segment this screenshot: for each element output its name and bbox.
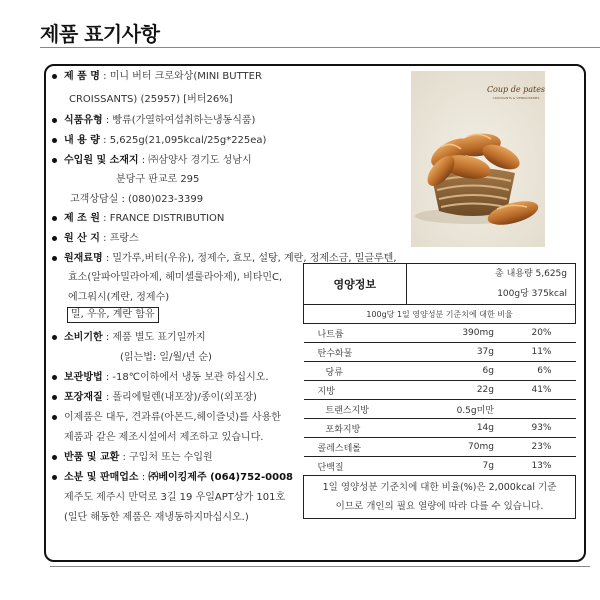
packaging-value: 폴리에틸렌(내포장)/종이(외포장) — [112, 392, 257, 403]
title-divider — [40, 47, 600, 48]
nutrition-row — [304, 419, 576, 438]
bullet-icon — [52, 74, 57, 79]
packaging-label: 포장재질 — [64, 392, 103, 403]
maker-value: FRANCE DISTRIBUTION — [109, 213, 225, 224]
ingredients-label: 원재료명 — [64, 253, 103, 264]
customer-service: 고객상담실 : (080)023-3399 — [70, 194, 204, 205]
footnote-line-2: 이므로 개인의 필요 열량에 따라 다를 수 있습니다. — [335, 501, 544, 512]
storage-value: -18℃이하에서 냉동 보관 하십시오. — [112, 372, 269, 383]
seller-value: ㈜베이킹제주 (064)752-0008 — [148, 472, 293, 483]
volume-value: 5,625g(21,095kcal/25g*225ea) — [109, 135, 267, 146]
nutrient-name: 탄수화물 — [304, 343, 407, 362]
bullet-icon — [52, 375, 57, 380]
facility-line-2: 제품과 같은 제조시설에서 제조하고 있습니다. — [64, 432, 264, 443]
nutrient-name: 단백질 — [304, 457, 407, 476]
nutrient-percent: 11% — [496, 343, 576, 362]
nutrient-amount: 7g — [406, 457, 496, 476]
nutrient-name: 지방 — [304, 381, 407, 400]
importer-value: ㈜삼양사 경기도 성남시 — [148, 155, 252, 166]
nutrition-row — [304, 457, 576, 476]
bullet-icon — [52, 118, 57, 123]
volume-label: 내 용 량 — [64, 135, 100, 146]
food-type-value: 빵류(가열하여섭취하는냉동식품) — [112, 115, 256, 126]
maker-label: 제 조 원 — [64, 213, 100, 224]
allergen-box: 밀, 우유, 계란 함유 — [67, 307, 159, 323]
nutrition-row — [304, 381, 576, 400]
product-name-value: 미니 버터 크로와상(MINI BUTTER — [109, 71, 262, 82]
footnote-line-1: 1일 영양성분 기준치에 대한 비율(%)은 2,000kcal 기준 — [322, 482, 557, 493]
bottom-divider — [50, 566, 590, 567]
storage-label: 보관방법 — [64, 372, 103, 383]
ingredients-value: 밀가루,버터(우유), 정제수, 효모, 설탕, 계란, 정제소금, 밀글루텐, — [112, 253, 397, 264]
nutrition-table — [303, 263, 576, 519]
bullet-icon — [52, 256, 57, 261]
origin-value: 프랑스 — [109, 233, 139, 244]
nutrition-total-weight: 총 내용량 5,625g — [406, 264, 575, 285]
nutrient-name: 나트륨 — [304, 324, 407, 343]
bullet-icon — [52, 236, 57, 241]
seller-address: 제주도 제주시 만덕로 3길 19 우일APT상가 101호 — [64, 492, 286, 503]
nutrition-kcal: 100g당 375kcal — [406, 284, 575, 305]
nutrient-name: 콜레스테롤 — [304, 438, 407, 457]
nutrient-amount: 22g — [406, 381, 496, 400]
product-name-label: 제 품 명 — [64, 71, 100, 82]
expiry-value: 제품 별도 표기일까지 — [112, 332, 206, 343]
nutrition-header — [304, 264, 576, 285]
origin-label: 원 산 지 — [64, 233, 100, 244]
return-label: 반품 및 교환 — [64, 452, 120, 463]
nutrition-row — [304, 438, 576, 457]
ingredients-line-3: 에그워시(계란, 정제수) — [68, 292, 170, 303]
page-title: 제품 표기사항 — [40, 22, 160, 46]
nutrition-row — [304, 324, 576, 343]
product-name-value-cont: CROISSANTS) (25957) [버터26%] — [69, 94, 233, 105]
expiry-format: (읽는법: 일/월/년 순) — [120, 352, 212, 363]
nutrition-row — [304, 400, 576, 419]
bullet-icon — [52, 138, 57, 143]
seller-label: 소분 및 판매업소 — [64, 472, 139, 483]
seller-note: (일단 해동한 제품은 재냉동하지마십시오.) — [64, 512, 249, 523]
nutrition-footnote — [304, 476, 576, 519]
brand-subtitle: CROISSANTS & VIENNOISERIES — [492, 96, 540, 100]
brand-logo: Coup de pates — [486, 85, 545, 94]
bullet-icon — [52, 455, 57, 460]
nutrient-amount: 390mg — [406, 324, 496, 343]
nutrient-amount: 0.5g미만 — [406, 400, 496, 419]
bullet-icon — [52, 415, 57, 420]
nutrient-amount: 6g — [406, 362, 496, 381]
nutrient-percent: 13% — [496, 457, 576, 476]
food-type-label: 식품유형 — [64, 115, 103, 126]
nutrient-percent — [496, 400, 576, 419]
importer-label: 수입원 및 소재지 — [64, 155, 139, 166]
bullet-icon — [52, 335, 57, 340]
nutrient-name: 포화지방 — [304, 419, 407, 438]
nutrient-percent: 23% — [496, 438, 576, 457]
bullet-icon — [52, 395, 57, 400]
bullet-icon — [52, 158, 57, 163]
nutrient-percent: 6% — [496, 362, 576, 381]
nutrition-row — [304, 362, 576, 381]
nutrient-name: 당류 — [304, 362, 407, 381]
nutrient-percent: 20% — [496, 324, 576, 343]
nutrition-title: 영양정보 — [304, 264, 407, 305]
return-value: 구입처 또는 수입원 — [129, 452, 213, 463]
nutrition-row — [304, 343, 576, 362]
product-photo — [411, 71, 545, 247]
ingredients-line-2: 효소(알파아밀라아제, 헤미셀룰라아제), 비타민C, — [68, 272, 283, 283]
nutrient-amount: 14g — [406, 419, 496, 438]
importer-address: 분당구 판교로 295 — [116, 174, 200, 185]
nutrient-percent: 93% — [496, 419, 576, 438]
bullet-icon — [52, 216, 57, 221]
nutrient-name: 트랜스지방 — [304, 400, 407, 419]
nutrient-percent: 41% — [496, 381, 576, 400]
croissant-basket-image — [411, 71, 545, 247]
nutrition-reference-note: 100g당 1일 영양성분 기준치에 대한 비율 — [304, 305, 576, 324]
expiry-label: 소비기한 — [64, 332, 103, 343]
nutrient-amount: 70mg — [406, 438, 496, 457]
bullet-icon — [52, 475, 57, 480]
facility-line-1: 이제품은 대두, 견과류(아몬드,헤이즐넛)를 사용한 — [64, 412, 281, 423]
nutrient-amount: 37g — [406, 343, 496, 362]
